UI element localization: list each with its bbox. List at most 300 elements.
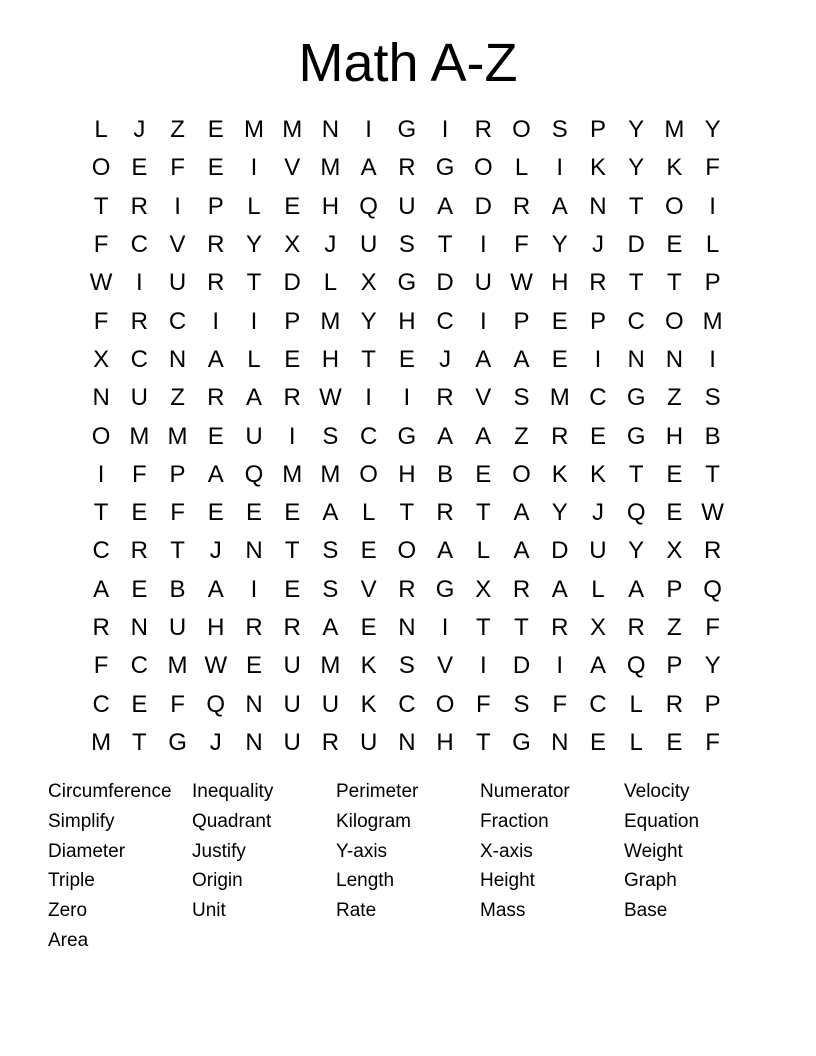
grid-letter: O: [665, 192, 684, 220]
grid-letter: C: [92, 690, 110, 718]
grid-letter: I: [135, 269, 143, 297]
grid-letter: D: [551, 537, 569, 565]
grid-letter: T: [437, 231, 453, 259]
grid-letter: M: [167, 652, 188, 680]
grid-letter: A: [207, 345, 224, 373]
grid-letter: Q: [703, 575, 722, 603]
grid-letter: W: [701, 499, 724, 527]
grid-letter: A: [513, 499, 530, 527]
grid-letter: C: [359, 422, 378, 450]
word-list-item: Circumference: [48, 781, 172, 802]
grid-letter: T: [667, 269, 682, 297]
grid-row: [82, 417, 732, 455]
grid-letter: H: [321, 192, 340, 220]
grid-letter: G: [626, 422, 646, 450]
grid-letter: I: [441, 116, 449, 144]
grid-letter: S: [513, 690, 530, 718]
grid-letter: E: [207, 422, 224, 450]
grid-row: [82, 532, 732, 570]
grid-letter: R: [207, 384, 225, 412]
grid-letter: Y: [551, 499, 568, 527]
grid-letter: A: [589, 652, 606, 680]
grid-letter: E: [666, 499, 683, 527]
grid-letter: T: [93, 499, 109, 527]
grid-letter: E: [666, 728, 683, 756]
grid-letter: H: [398, 307, 416, 335]
grid-letter: R: [398, 575, 416, 603]
grid-letter: O: [435, 690, 455, 718]
grid-letter: X: [284, 231, 301, 259]
grid-letter: A: [322, 614, 339, 641]
grid-letter: A: [437, 192, 454, 220]
grid-letter: C: [398, 690, 416, 718]
grid-letter: R: [207, 231, 225, 259]
grid-letter: C: [168, 307, 187, 335]
grid-letter: J: [439, 345, 452, 373]
grid-letter: N: [245, 537, 263, 565]
grid-letter: T: [93, 192, 109, 220]
grid-letter: T: [131, 728, 147, 756]
word-list-item: Equation: [624, 810, 700, 832]
grid-letter: K: [551, 460, 568, 488]
grid-letter: W: [319, 384, 342, 412]
grid-letter: A: [360, 154, 377, 182]
grid-letter: R: [130, 192, 148, 220]
grid-letter: Y: [551, 231, 568, 259]
grid-letter: G: [435, 154, 455, 182]
grid-row: [82, 494, 732, 532]
grid-letter: P: [589, 116, 606, 144]
grid-letter: E: [666, 231, 683, 259]
grid-letter: Y: [628, 116, 645, 144]
grid-letter: R: [92, 614, 110, 641]
grid-letter: A: [207, 575, 224, 603]
grid-letter: V: [360, 575, 377, 603]
grid-letter: Y: [628, 537, 645, 565]
grid-letter: Y: [360, 307, 377, 335]
grid-row: [82, 226, 732, 264]
grid-letter: C: [130, 345, 148, 373]
grid-letter: M: [243, 116, 264, 144]
grid-letter: P: [704, 269, 721, 297]
grid-letter: E: [207, 154, 224, 182]
grid-letter: O: [359, 460, 378, 488]
grid-letter: O: [665, 307, 684, 335]
grid-letter: Z: [170, 384, 185, 412]
grid-letter: R: [512, 575, 531, 603]
grid-letter: C: [436, 307, 454, 335]
grid-letter: Z: [170, 116, 185, 144]
grid-letter: L: [629, 690, 643, 718]
grid-letter: K: [666, 154, 683, 182]
grid-letter: E: [131, 690, 148, 718]
grid-letter: A: [513, 537, 530, 565]
grid-letter: X: [93, 345, 110, 373]
grid-letter: G: [512, 728, 531, 756]
grid-letter: H: [398, 460, 416, 488]
grid-letter: O: [91, 154, 111, 182]
grid-letter: C: [92, 537, 110, 565]
grid-row: [82, 188, 732, 226]
grid-letter: T: [246, 269, 262, 297]
grid-letter: O: [512, 460, 531, 488]
grid-letter: R: [627, 614, 645, 641]
grid-letter: R: [283, 384, 301, 412]
grid-letter: R: [436, 499, 454, 527]
grid-letter: I: [479, 652, 487, 680]
grid-letter: L: [591, 575, 605, 603]
grid-letter: P: [589, 307, 606, 335]
grid-letter: J: [324, 231, 337, 259]
grid-letter: T: [514, 614, 529, 641]
grid-letter: M: [702, 307, 723, 335]
grid-letter: I: [709, 345, 716, 373]
grid-letter: Q: [206, 690, 226, 718]
word-list-item: Length: [336, 870, 395, 892]
word-list-item: Triple: [48, 870, 95, 892]
word-list-item: Kilogram: [336, 810, 411, 832]
grid-letter: O: [473, 154, 493, 182]
grid-letter: D: [474, 192, 492, 220]
word-list-item: Origin: [192, 870, 243, 892]
grid-letter: E: [398, 345, 415, 373]
grid-letter: Z: [667, 384, 682, 412]
grid-letter: C: [130, 652, 148, 680]
grid-letter: H: [436, 728, 454, 756]
grid-letter: G: [397, 116, 417, 144]
grid-letter: A: [475, 345, 492, 373]
grid-letter: H: [321, 345, 340, 373]
grid-letter: R: [398, 154, 416, 182]
grid-letter: U: [130, 384, 148, 412]
grid-letter: M: [664, 116, 685, 144]
grid-letter: E: [284, 345, 301, 373]
grid-letter: U: [474, 269, 492, 297]
grid-letter: F: [552, 690, 568, 718]
word-list-item: Y-axis: [336, 840, 388, 862]
grid-letter: Y: [704, 116, 721, 144]
letter-grid: [82, 111, 732, 762]
word-list-item: Rate: [336, 900, 377, 922]
grid-letter: N: [589, 192, 607, 220]
word-list-item: Weight: [624, 840, 683, 862]
grid-letter: S: [322, 537, 339, 565]
grid-letter: B: [169, 575, 186, 603]
grid-row: [82, 111, 732, 149]
grid-letter: A: [437, 422, 454, 450]
grid-letter: M: [91, 728, 112, 756]
grid-letter: F: [705, 154, 720, 182]
grid-letter: E: [360, 537, 377, 565]
grid-letter: I: [250, 575, 258, 603]
grid-letter: I: [288, 422, 296, 450]
grid-letter: H: [665, 422, 684, 450]
grid-letter: F: [170, 154, 185, 182]
grid-letter: I: [556, 652, 564, 680]
grid-letter: P: [704, 690, 721, 718]
grid-letter: O: [91, 422, 111, 450]
grid-letter: F: [93, 652, 109, 680]
grid-letter: U: [168, 614, 187, 641]
word-list-item: Inequality: [192, 781, 274, 802]
grid-letter: L: [247, 192, 261, 220]
grid-letter: A: [628, 575, 645, 603]
grid-letter: R: [551, 614, 569, 641]
grid-letter: N: [321, 116, 340, 144]
grid-letter: S: [398, 231, 415, 259]
grid-letter: I: [97, 460, 105, 488]
word-list-item: X-axis: [480, 840, 533, 862]
grid-letter: M: [282, 460, 303, 488]
grid-letter: O: [397, 537, 417, 565]
grid-letter: N: [627, 345, 645, 373]
grid-letter: H: [207, 614, 225, 641]
grid-letter: G: [626, 384, 646, 412]
word-list-item: Simplify: [48, 810, 115, 832]
grid-letter: F: [93, 307, 109, 335]
grid-letter: G: [435, 575, 455, 603]
grid-letter: K: [360, 652, 377, 680]
grid-letter: Q: [626, 652, 646, 680]
grid-letter: P: [513, 307, 530, 335]
grid-letter: U: [283, 690, 301, 718]
grid-letter: R: [589, 269, 607, 297]
grid-letter: E: [475, 460, 492, 488]
grid-row: [82, 149, 732, 187]
grid-row: [82, 456, 732, 494]
grid-letter: C: [589, 384, 607, 412]
grid-letter: I: [365, 384, 372, 412]
grid-letter: T: [361, 345, 376, 373]
word-list-item: Mass: [480, 900, 526, 922]
grid-letter: C: [130, 231, 148, 259]
word-list-item: Zero: [48, 900, 88, 922]
grid-letter: T: [475, 728, 491, 756]
grid-letter: X: [589, 614, 606, 641]
grid-letter: I: [441, 614, 449, 641]
grid-letter: T: [628, 269, 644, 297]
grid-letter: I: [174, 192, 181, 220]
grid-letter: N: [168, 345, 187, 373]
grid-letter: E: [131, 154, 148, 182]
grid-letter: F: [170, 690, 185, 718]
grid-letter: R: [665, 690, 684, 718]
grid-letter: M: [320, 460, 341, 488]
grid-letter: A: [513, 345, 530, 373]
grid-letter: N: [245, 728, 263, 756]
grid-letter: D: [436, 269, 454, 297]
grid-letter: F: [170, 499, 185, 527]
grid-letter: J: [591, 499, 604, 527]
grid-letter: N: [398, 614, 416, 641]
grid-letter: E: [284, 192, 301, 220]
grid-letter: L: [705, 231, 720, 259]
grid-letter: X: [360, 269, 377, 297]
grid-letter: R: [245, 614, 263, 641]
grid-letter: P: [666, 575, 683, 603]
grid-letter: I: [594, 345, 602, 373]
grid-letter: W: [204, 652, 228, 680]
grid-row: [82, 341, 732, 379]
grid-letter: E: [666, 460, 683, 488]
grid-letter: P: [666, 652, 683, 680]
grid-letter: K: [360, 690, 377, 718]
grid-letter: T: [705, 460, 720, 488]
word-list-item: Height: [480, 870, 535, 892]
grid-letter: Q: [359, 192, 378, 220]
grid-letter: R: [130, 537, 148, 565]
grid-letter: O: [512, 116, 531, 144]
grid-letter: I: [365, 116, 372, 144]
word-list: [48, 778, 768, 957]
grid-letter: S: [551, 116, 568, 144]
grid-letter: D: [627, 231, 645, 259]
grid-letter: F: [93, 231, 109, 259]
grid-letter: M: [320, 154, 341, 182]
grid-letter: M: [320, 652, 341, 680]
grid-letter: T: [284, 537, 300, 565]
word-list-item: Area: [48, 929, 89, 951]
grid-letter: V: [169, 231, 186, 259]
grid-letter: W: [89, 269, 113, 297]
puzzle-title: Math A-Z: [298, 33, 518, 93]
grid-letter: L: [323, 269, 338, 297]
word-list-item: Perimeter: [336, 781, 419, 802]
grid-row: [82, 571, 732, 609]
word-list-item: Justify: [192, 840, 246, 862]
grid-letter: Y: [628, 154, 645, 182]
grid-letter: X: [666, 537, 683, 565]
grid-letter: E: [245, 499, 262, 527]
grid-letter: S: [513, 384, 530, 412]
grid-letter: H: [551, 269, 569, 297]
grid-letter: I: [212, 307, 220, 335]
grid-letter: V: [284, 154, 301, 182]
grid-letter: E: [245, 652, 262, 680]
grid-letter: S: [398, 652, 415, 680]
grid-letter: F: [475, 690, 491, 718]
grid-row: [82, 264, 732, 302]
grid-letter: U: [359, 231, 378, 259]
grid-letter: R: [283, 614, 301, 641]
grid-letter: J: [591, 231, 604, 259]
grid-letter: T: [399, 499, 415, 527]
grid-letter: P: [169, 460, 186, 488]
word-list-item: Base: [624, 900, 668, 922]
grid-letter: A: [207, 460, 224, 488]
grid-letter: N: [245, 690, 263, 718]
grid-letter: E: [360, 614, 377, 641]
grid-letter: A: [93, 575, 110, 603]
grid-letter: T: [475, 614, 491, 641]
grid-letter: N: [398, 728, 416, 756]
grid-row: [82, 379, 732, 417]
grid-letter: X: [475, 575, 492, 603]
grid-letter: U: [283, 652, 301, 680]
grid-letter: U: [359, 728, 378, 756]
grid-row: [82, 724, 732, 762]
grid-letter: S: [704, 384, 721, 412]
grid-letter: L: [476, 537, 490, 565]
grid-letter: Q: [244, 460, 264, 488]
grid-letter: U: [245, 422, 263, 450]
grid-letter: V: [475, 384, 492, 412]
grid-letter: M: [129, 422, 150, 450]
grid-letter: E: [284, 575, 301, 603]
grid-letter: E: [207, 499, 224, 527]
grid-letter: E: [131, 499, 148, 527]
grid-letter: I: [556, 154, 564, 182]
grid-row: [82, 302, 732, 340]
grid-letter: B: [704, 422, 721, 450]
grid-letter: R: [436, 384, 454, 412]
grid-letter: Y: [245, 231, 262, 259]
grid-letter: E: [589, 422, 606, 450]
grid-letter: F: [705, 728, 720, 756]
grid-letter: S: [322, 575, 339, 603]
grid-letter: G: [397, 422, 417, 450]
grid-row: [82, 685, 732, 723]
grid-letter: U: [321, 690, 340, 718]
grid-letter: G: [168, 728, 187, 756]
grid-letter: D: [512, 652, 531, 680]
grid-letter: R: [474, 116, 492, 144]
grid-letter: A: [437, 537, 454, 565]
grid-letter: A: [245, 384, 262, 412]
grid-letter: L: [94, 116, 108, 144]
grid-letter: N: [130, 614, 148, 641]
word-list-item: Velocity: [624, 781, 690, 802]
grid-letter: I: [479, 307, 487, 335]
grid-letter: N: [92, 384, 110, 412]
grid-letter: E: [589, 728, 606, 756]
grid-letter: J: [209, 728, 222, 756]
word-list-item: Fraction: [480, 810, 549, 832]
grid-letter: A: [475, 422, 492, 450]
grid-letter: T: [170, 537, 185, 565]
grid-letter: A: [322, 499, 339, 527]
grid-letter: M: [320, 307, 341, 335]
grid-letter: E: [551, 345, 568, 373]
grid-letter: I: [479, 231, 487, 259]
grid-letter: C: [627, 307, 645, 335]
grid-letter: A: [551, 575, 568, 603]
word-list-item: Quadrant: [192, 810, 272, 832]
word-list-item: Diameter: [48, 840, 126, 862]
grid-letter: R: [551, 422, 569, 450]
word-list-item: Graph: [624, 870, 677, 892]
grid-letter: L: [361, 499, 376, 527]
grid-letter: U: [168, 269, 187, 297]
grid-letter: B: [437, 460, 454, 488]
grid-letter: N: [551, 728, 569, 756]
grid-letter: M: [282, 116, 303, 144]
grid-letter: U: [589, 537, 607, 565]
grid-letter: F: [131, 460, 147, 488]
grid-row: [82, 609, 732, 647]
grid-letter: J: [209, 537, 222, 565]
grid-letter: P: [207, 192, 224, 220]
grid-letter: Z: [667, 614, 682, 641]
grid-letter: T: [628, 192, 644, 220]
grid-letter: V: [437, 652, 454, 680]
grid-letter: P: [284, 307, 301, 335]
grid-letter: I: [403, 384, 411, 412]
grid-letter: I: [250, 307, 258, 335]
grid-letter: U: [283, 728, 301, 756]
grid-letter: D: [283, 269, 301, 297]
grid-letter: R: [207, 269, 225, 297]
